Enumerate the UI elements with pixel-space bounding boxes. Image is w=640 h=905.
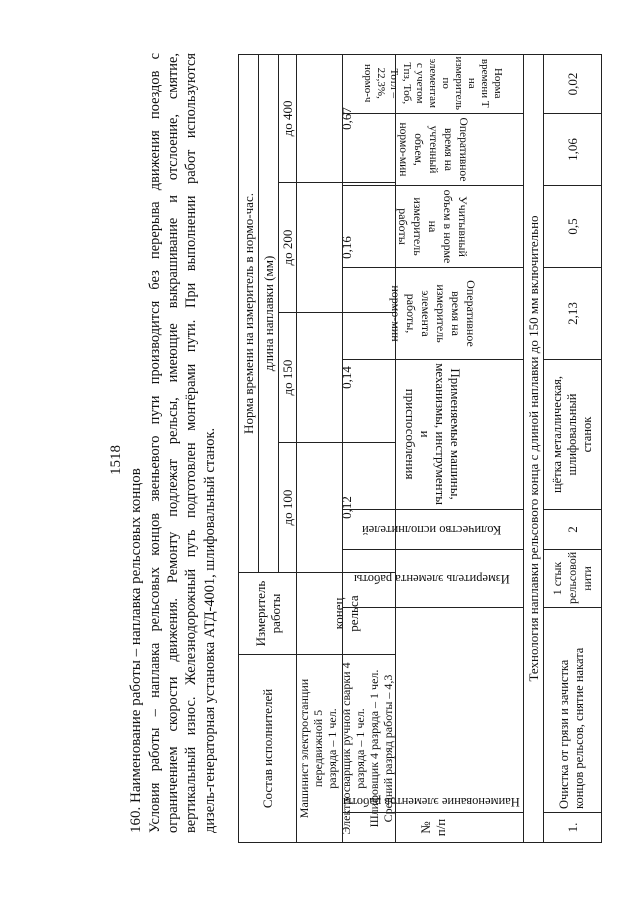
header-optime-line: нормо-мин <box>388 285 403 342</box>
header-normt-line: по элементам с учетом Тпз, Тоб, <box>401 58 453 108</box>
length-col: до 100 <box>279 443 297 573</box>
header-opvol-line: объем, нормо-мин <box>397 122 425 177</box>
header-optime-line: измеритель элемента работы, <box>403 284 448 343</box>
elements-table <box>342 54 602 843</box>
row-name <box>543 608 601 813</box>
staff-line: Шлифовщик 4 разряда – 1 чел. <box>367 669 381 828</box>
header-num: № п/п <box>343 813 524 843</box>
header-meas-text: Измеритель элемента работы <box>353 572 510 586</box>
header-meas <box>343 550 524 608</box>
header-staff: Состав исполнителей <box>239 655 297 843</box>
staff-line: разряда – 1 чел. <box>325 708 339 789</box>
row-meas-line: рельсовой <box>564 551 579 604</box>
header-volume-line: измеритель работы <box>396 197 426 256</box>
norm-value: 0,16 <box>297 183 396 313</box>
row-meas-line: 1 стык <box>549 561 564 596</box>
row-name-line: Очистка от грязи и зачистка <box>557 659 572 809</box>
row-opvol: 1,06 <box>543 114 601 186</box>
section-row: Технология наплавки рельсового конца с длиной наплавки до 150 мм включительно <box>523 55 543 843</box>
row-num: 1. <box>543 813 601 843</box>
header-name <box>343 608 524 813</box>
paragraph-line: дизель-генераторная установка АТД-4001, шлифовальный станок. <box>201 427 218 833</box>
header-count-text: Количество исполнителей <box>361 523 501 537</box>
header-opvol <box>343 114 524 186</box>
row-tools-line: станок <box>579 416 594 453</box>
unit-line: конец <box>331 597 346 630</box>
length-col: до 150 <box>279 313 297 443</box>
conditions-paragraph <box>146 53 219 833</box>
row-tools-line: шлифовальный <box>564 393 579 476</box>
header-length: длина наплавки (мм) <box>259 54 279 572</box>
staff-line: Машинист электростанции передвижной 5 <box>297 678 325 819</box>
row-volume: 0,5 <box>543 186 601 268</box>
header-tools <box>343 360 524 510</box>
header-volume-line: Учитывный объем в норме на <box>426 189 471 264</box>
norm-value: 0,12 <box>297 443 396 573</box>
table-row <box>543 55 601 843</box>
header-normt-line: Норма времени Т на измеритель <box>453 56 505 111</box>
header-optime-line: Оперативное время на <box>448 280 478 347</box>
length-col: до 200 <box>279 183 297 313</box>
page-number: 1518 <box>108 445 124 475</box>
row-name-line: концов рельсов, снятие наката <box>572 647 587 809</box>
paragraph-line: Условия работы – наплавка рельсовых концов звеньевого пути производится без перерыва движения поездов с <box>147 53 163 833</box>
staff-line: Средний разряд работы – 4,3 <box>381 674 395 823</box>
norm-value: 0,67 <box>297 54 396 182</box>
row-meas-line: нити <box>579 566 594 591</box>
header-volume <box>343 186 524 268</box>
row-optime: 2,13 <box>543 268 601 360</box>
header-tools-line: Применяемые машины, <box>447 368 463 501</box>
header-norm: Норма времени на измеритель в нормо-час. <box>239 54 259 572</box>
header-count <box>343 510 524 550</box>
header-tools-line: и <box>417 431 433 438</box>
paragraph-line: вертикальный износ. Железнодорожный путь подготовлен монтёрами пути. При выполнении работ используются <box>183 53 200 833</box>
row-tools-line: щётка металлическая, <box>549 375 564 494</box>
header-name-text: Наименование элементов работы <box>343 795 520 809</box>
row-count: 2 <box>543 510 601 550</box>
header-optime <box>343 268 524 360</box>
header-tools-line: механизмы, инструменты <box>432 363 448 506</box>
paragraph-line: ограничением скорости движения. Ремонту подлежат рельсы, имеющие выкрашивание и отслоение, смятие, <box>165 53 182 833</box>
row-normt: 0,02 <box>543 55 601 114</box>
header-unit: Измеритель работы <box>239 573 297 655</box>
page-title: 160. Наименование работы – наплавка рельсовых концов <box>128 468 144 833</box>
norm-value: 0,14 <box>297 313 396 443</box>
header-tools-line: приспособления <box>402 389 418 480</box>
row-tools <box>543 360 601 510</box>
staff-line: Электросварщик ручной сварки 4 разряда – 1 чел. <box>339 662 367 835</box>
header-normt <box>343 55 524 114</box>
header-normt-line: Тотл – 22,3%, нормо-ч <box>362 64 401 103</box>
header-opvol-line: Оперативное время на учтенный <box>427 117 470 182</box>
unit-line: рельса <box>346 595 361 632</box>
row-meas <box>543 550 601 608</box>
length-col: до 400 <box>279 54 297 182</box>
